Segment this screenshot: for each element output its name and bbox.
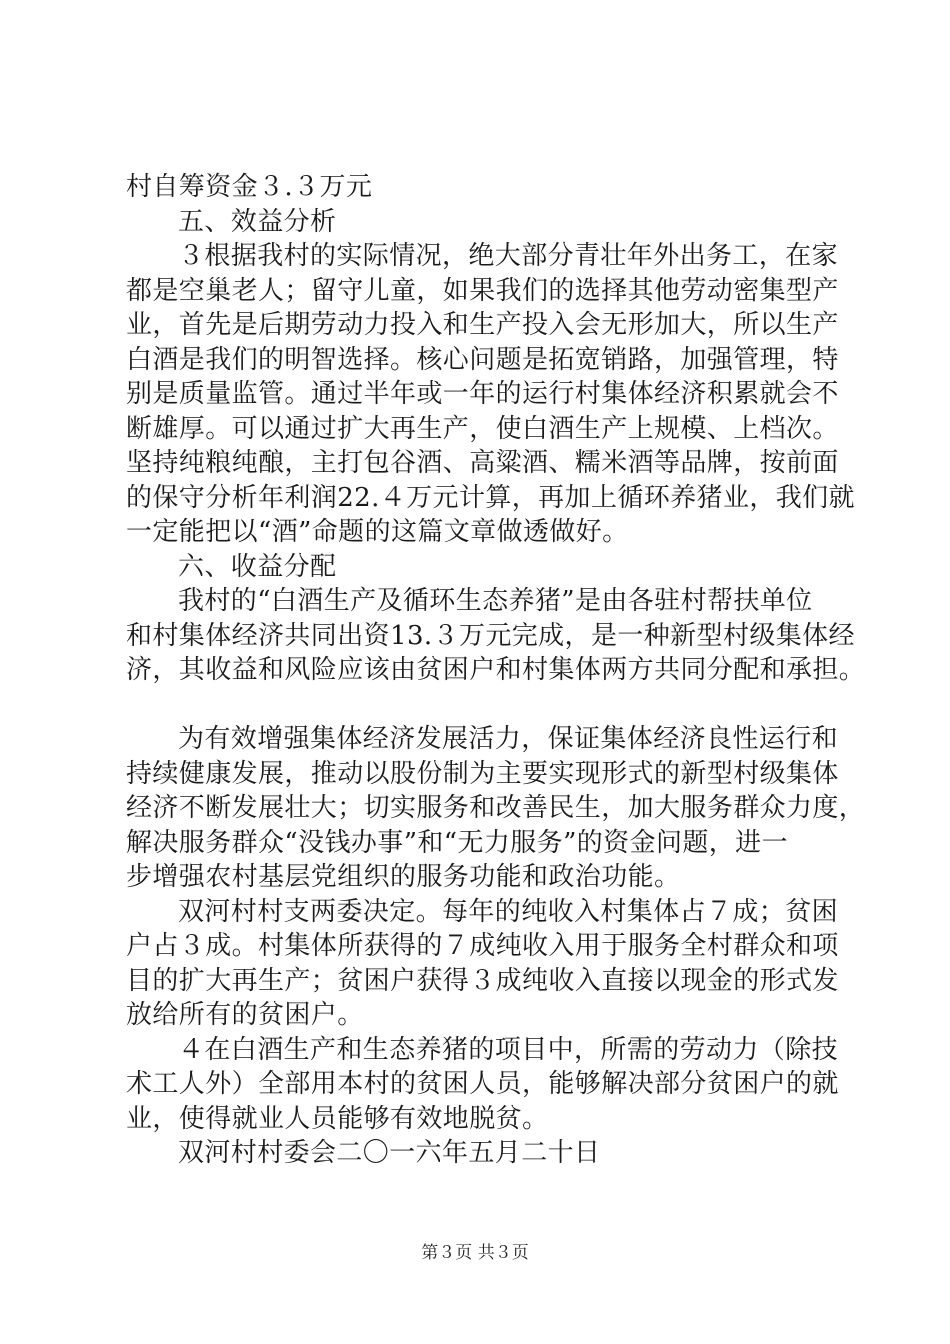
text-line: 术工人外）全部用本村的贫困人员，能够解决部分贫困户的就 [126, 1069, 839, 1099]
document-body [126, 170, 866, 1171]
text-line: 解决服务群众“没钱办事”和“无力服务”的资金问题，进一 [126, 827, 788, 858]
paragraph-gap [126, 688, 856, 723]
text-line: 坚持纯粮纯酿，主打包谷酒、高粱酒、糯米酒等品牌，按前面 [126, 448, 839, 478]
text-line: 我村的“白酒生产及循环生态养猪”是由各驻村帮扶单位 [178, 586, 813, 616]
text-line: 一定能把以“酒”命题的这篇文章做透做好。 [126, 517, 629, 547]
text-line: 目的扩大再生产；贫困户获得３成纯收入直接以现金的形式发 [126, 965, 839, 996]
text-line: 别是质量监管。通过半年或一年的运行村集体经济积累就会不 [126, 379, 839, 409]
text-line: 持续健康发展，推动以股份制为主要实现形式的新型村级集体 [126, 758, 839, 789]
text-line: 断雄厚。可以通过扩大再生产，使白酒生产上规模、上档次。 [126, 413, 839, 444]
text-line: 济，其收益和风险应该由贫困户和村集体两方共同分配和承担。 [126, 655, 866, 685]
text-line: 经济不断发展壮大；切实服务和改善民生，加大服务群众力度， [126, 793, 866, 823]
text-line: 户占３成。村集体所获得的７成纯收入用于服务全村群众和项 [126, 931, 839, 961]
text-line: 放给所有的贫困户。 [126, 1000, 364, 1030]
text-line: 白酒是我们的明智选择。核心问题是拓宽销路，加强管理，特 [126, 344, 839, 375]
text-line: 业，使得就业人员能够有效地脱贫。 [126, 1103, 549, 1134]
text-line: 的保守分析年利润22.４万元计算，再加上循环养猪业，我们就 [126, 482, 855, 513]
text-line: ３根据我村的实际情况，绝大部分青壮年外出务工，在家 [178, 241, 839, 271]
text-line: 和村集体经济共同出资13.３万元完成，是一种新型村级集体经 [126, 620, 855, 651]
text-line: 都是空巢老人；留守儿童，如果我们的选择其他劳动密集型产 [126, 275, 839, 306]
text-line: 村自筹资金３.３万元 [126, 172, 373, 202]
page-number-footer: 第３页 共３页 [421, 1243, 529, 1263]
text-line: 为有效增强集体经济发展活力，保证集体经济良性运行和 [178, 724, 839, 754]
section-heading-benefit-analysis: 五、效益分析 [178, 206, 337, 237]
text-line: 步增强农村基层党组织的服务功能和政治功能。 [126, 862, 681, 892]
section-heading-profit-distribution: 六、收益分配 [178, 551, 337, 582]
text-line: 双河村村支两委决定。每年的纯收入村集体占７成；贫困 [178, 896, 839, 927]
signature-date-line: 双河村村委会二〇一六年五月二十日 [178, 1138, 601, 1168]
text-line: 业，首先是后期劳动力投入和生产投入会无形加大，所以生产 [126, 310, 839, 340]
text-line: ４在白酒生产和生态养猪的项目中，所需的劳动力（除技 [178, 1034, 839, 1065]
